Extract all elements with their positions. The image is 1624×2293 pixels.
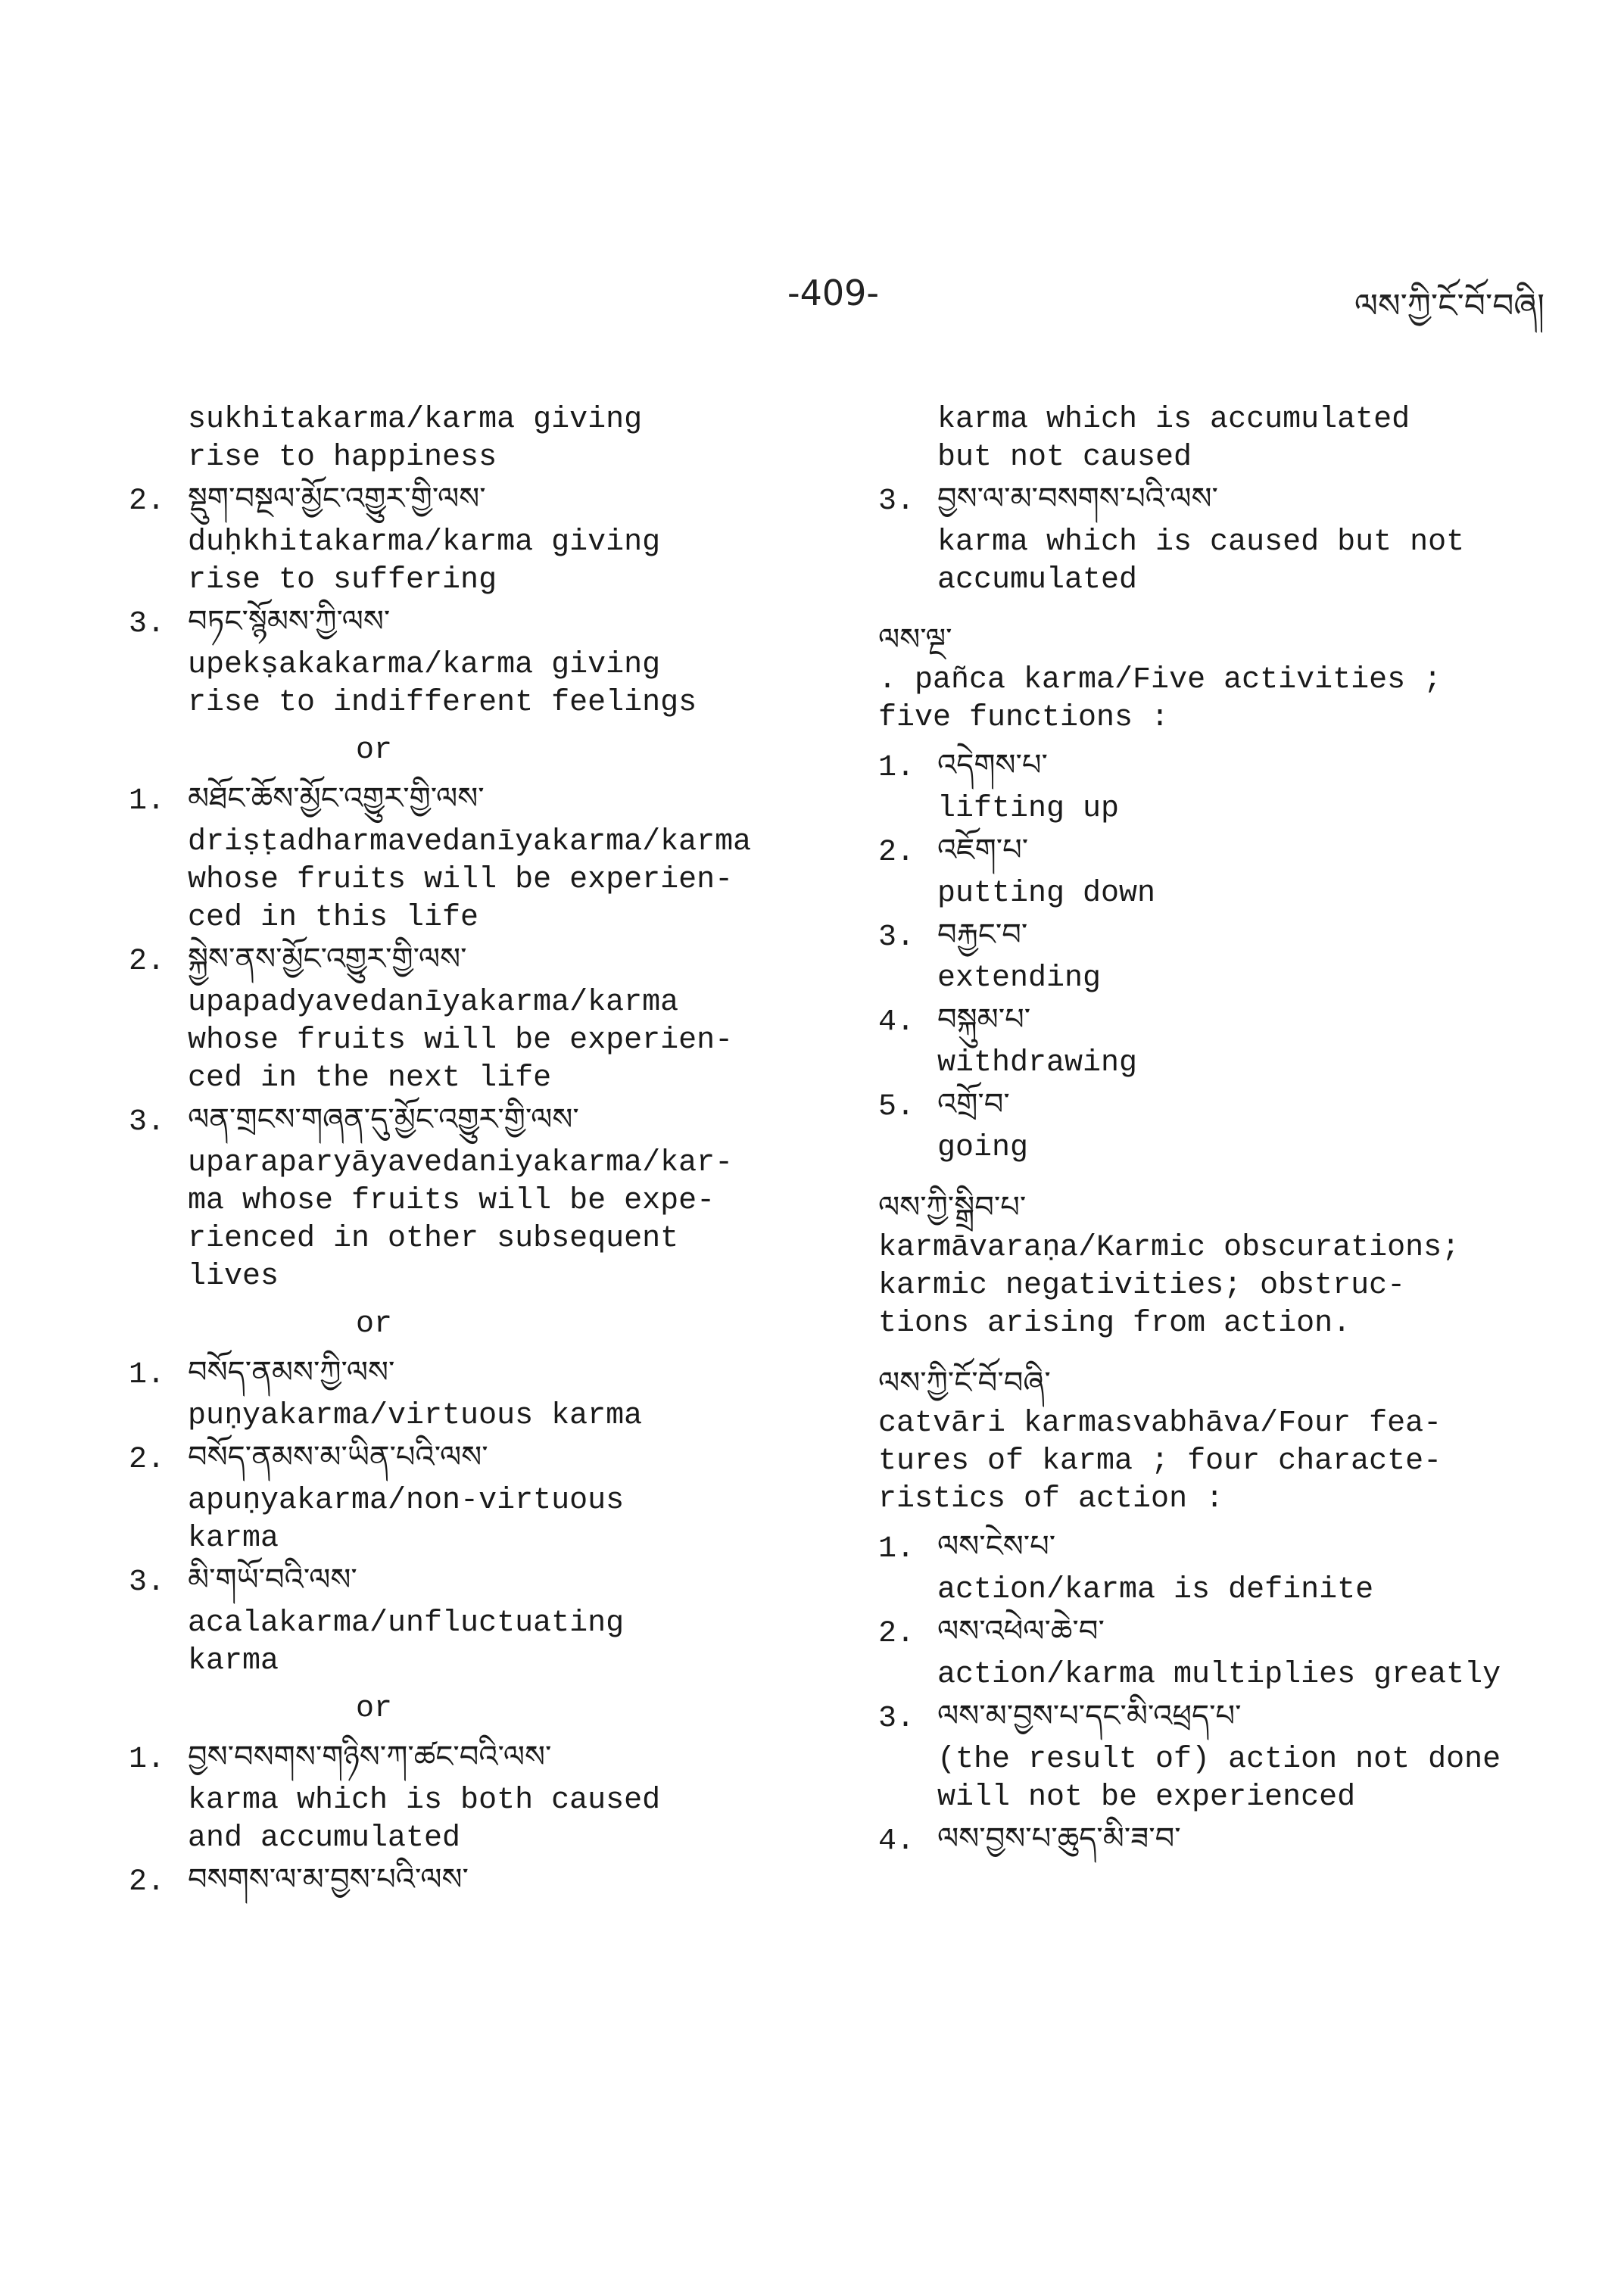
text-line: . pañca karma/Five activities ; xyxy=(878,663,1442,697)
text-line: whose fruits will be experien- xyxy=(188,863,734,897)
item-number: 2. xyxy=(878,1617,915,1651)
text-line: karmāvaraṇa/Karmic obscurations; xyxy=(878,1231,1460,1265)
text-line: acalakarma/unfluctuating xyxy=(188,1606,625,1640)
or-separator: or xyxy=(356,1692,393,1726)
item-number: 4. xyxy=(878,1005,915,1039)
intro-text xyxy=(188,401,818,477)
list-item xyxy=(878,1694,1560,1817)
item-number: 1. xyxy=(878,1532,915,1566)
text-line: tures of karma ; four characte- xyxy=(878,1444,1442,1478)
list-item xyxy=(878,998,1560,1083)
list-item xyxy=(129,1858,818,1905)
tibetan-term: ལན་གྲངས་གཞན་དུ་མྱོང་འགྱུར་གྱི་ལས་ xyxy=(188,1102,579,1137)
text-line: rise to suffering xyxy=(188,563,497,597)
entry-headword: ལས་ཀྱི་སྒྲིབ་པ་ xyxy=(878,1190,1027,1225)
text-line: karma xyxy=(188,1522,279,1556)
text-line: will not be experienced xyxy=(937,1781,1356,1815)
text-line: (the result of) action not done xyxy=(937,1743,1501,1777)
text-line: sukhitakarma/karma giving xyxy=(188,403,643,437)
item-number: 2. xyxy=(129,1865,166,1899)
page-number: -409- xyxy=(787,273,879,313)
entry-headword: ལས་ཀྱི་ངོ་བོ་བཞི་ xyxy=(878,1366,1051,1400)
list-item xyxy=(129,1351,818,1435)
text-line: karmic negativities; obstruc- xyxy=(878,1269,1406,1303)
text-line: rise to happiness xyxy=(188,441,497,475)
tibetan-term: བསོད་ནམས་ཀྱི་ལས་ xyxy=(188,1355,395,1390)
text-line: karma xyxy=(188,1644,279,1678)
tibetan-term: མཐོང་ཆོས་མྱོང་འགྱུར་གྱི་ལས་ xyxy=(188,781,485,816)
list-item xyxy=(878,1525,1560,1609)
continued-text xyxy=(937,401,1560,477)
item-number: 3. xyxy=(878,921,915,955)
item-number: 1. xyxy=(129,1743,166,1777)
text-line: extending xyxy=(937,961,1102,995)
text-line: action/karma multiplies greatly xyxy=(937,1658,1501,1692)
text-line: but not caused xyxy=(937,441,1192,475)
left-column xyxy=(129,401,818,1905)
tibetan-term: བརྐྱང་བ་ xyxy=(937,918,1028,952)
text-line: tions arising from action. xyxy=(878,1307,1351,1341)
list-item xyxy=(129,600,818,722)
text-line: uparaparyāyavedaniyakarma/kar- xyxy=(188,1146,734,1180)
tibetan-term: ལས་འཕེལ་ཆེ་བ་ xyxy=(937,1614,1105,1649)
item-number: 2. xyxy=(129,484,166,519)
text-line: whose fruits will be experien- xyxy=(188,1023,734,1058)
item-number: 3. xyxy=(129,607,166,641)
text-line: karma which is both caused xyxy=(188,1784,661,1818)
list-item xyxy=(129,1098,818,1296)
item-number: 2. xyxy=(878,836,915,870)
tibetan-term: མི་གཡོ་བའི་ལས་ xyxy=(188,1562,357,1597)
tibetan-term: སྡུག་བསྔལ་མྱོང་འགྱུར་གྱི་ལས་ xyxy=(188,481,486,516)
item-number: 3. xyxy=(129,1105,166,1139)
tibetan-term: ལས་མ་བྱས་པ་དང་མི་འཕྲད་པ་ xyxy=(937,1699,1242,1734)
tibetan-term: བསགས་ལ་མ་བྱས་པའི་ལས་ xyxy=(188,1862,469,1897)
text-line: upapadyavedanīyakarma/karma xyxy=(188,986,679,1020)
right-column xyxy=(878,401,1560,1864)
list-item xyxy=(878,1083,1560,1167)
text-line: karma which is accumulated xyxy=(937,403,1410,437)
text-line: karma which is caused but not xyxy=(937,525,1465,559)
running-head: ལས་ཀྱི་ངོ་བོ་བཞི། xyxy=(1354,287,1545,326)
text-line: driṣṭadharmavedanīyakarma/karma xyxy=(188,825,752,859)
list-item xyxy=(878,1609,1560,1694)
list-item xyxy=(878,1817,1560,1864)
tibetan-term: ལས་བྱས་པ་ཆུད་མི་ཟ་བ་ xyxy=(937,1821,1181,1856)
list-item xyxy=(878,913,1560,998)
tibetan-term: འཇོག་པ་ xyxy=(937,833,1029,868)
tibetan-term: སྐྱེས་ནས་མྱོང་འགྱུར་གྱི་ལས་ xyxy=(188,942,467,977)
text-line: ced in this life xyxy=(188,901,479,935)
item-number: 3. xyxy=(878,1702,915,1736)
text-line: withdrawing xyxy=(937,1046,1138,1080)
text-line: lifting up xyxy=(937,792,1120,826)
item-number: 1. xyxy=(878,751,915,785)
text-line: rise to indifferent feelings xyxy=(188,686,697,720)
text-line: upekṣakakarma/karma giving xyxy=(188,648,661,682)
tibetan-term: ལས་ངེས་པ་ xyxy=(937,1529,1056,1564)
item-number: 3. xyxy=(878,484,915,519)
list-item xyxy=(878,828,1560,913)
text-line: duḥkhitakarma/karma giving xyxy=(188,525,661,559)
tibetan-term: འགྲོ་བ་ xyxy=(937,1087,1010,1122)
item-number: 1. xyxy=(129,784,166,818)
tibetan-term: འདེགས་པ་ xyxy=(937,748,1048,783)
text-line: lives xyxy=(188,1260,279,1294)
tibetan-term: བསོད་ནམས་མ་ཡིན་པའི་ལས་ xyxy=(188,1440,488,1475)
tibetan-term: བྱས་ལ་མ་བསགས་པའི་ལས་ xyxy=(937,481,1218,516)
list-item xyxy=(129,1558,818,1681)
text-line: accumulated xyxy=(937,563,1138,597)
list-item xyxy=(878,477,1560,600)
tibetan-term: བྱས་བསགས་གཉིས་ཀ་ཚང་བའི་ལས་ xyxy=(188,1740,552,1774)
text-line: rienced in other subsequent xyxy=(188,1222,679,1256)
list-item xyxy=(129,937,818,1098)
text-line: puṇyakarma/virtuous karma xyxy=(188,1399,643,1433)
text-line: action/karma is definite xyxy=(937,1573,1374,1607)
list-item xyxy=(129,1735,818,1858)
item-number: 2. xyxy=(129,1443,166,1477)
item-number: 2. xyxy=(129,945,166,979)
dictionary-entry xyxy=(878,1361,1560,1864)
entry-headword: ལས་ལྔ་ xyxy=(878,622,952,657)
or-separator: or xyxy=(356,734,393,768)
text-line: apuṇyakarma/non-virtuous xyxy=(188,1484,625,1518)
list-item xyxy=(878,743,1560,828)
tibetan-term: བཏང་སྙོམས་ཀྱི་ལས་ xyxy=(188,604,391,639)
dictionary-entry xyxy=(878,1185,1560,1343)
item-number: 5. xyxy=(878,1090,915,1124)
text-line: ristics of action : xyxy=(878,1482,1224,1516)
dictionary-entry xyxy=(878,618,1560,1167)
text-line: ma whose fruits will be expe- xyxy=(188,1184,715,1218)
list-item xyxy=(129,477,818,600)
tibetan-term: བསྐུམ་པ་ xyxy=(937,1002,1031,1037)
text-line: and accumulated xyxy=(188,1821,461,1855)
list-item xyxy=(129,1435,818,1558)
text-line: five functions : xyxy=(878,701,1170,735)
item-number: 3. xyxy=(129,1566,166,1600)
text-line: putting down xyxy=(937,877,1156,911)
text-line: catvāri karmasvabhāva/Four fea- xyxy=(878,1407,1442,1441)
list-item xyxy=(129,777,818,937)
item-number: 1. xyxy=(129,1358,166,1392)
item-number: 4. xyxy=(878,1824,915,1858)
text-line: ced in the next life xyxy=(188,1061,552,1095)
text-line: going xyxy=(937,1131,1029,1165)
or-separator: or xyxy=(356,1307,393,1341)
